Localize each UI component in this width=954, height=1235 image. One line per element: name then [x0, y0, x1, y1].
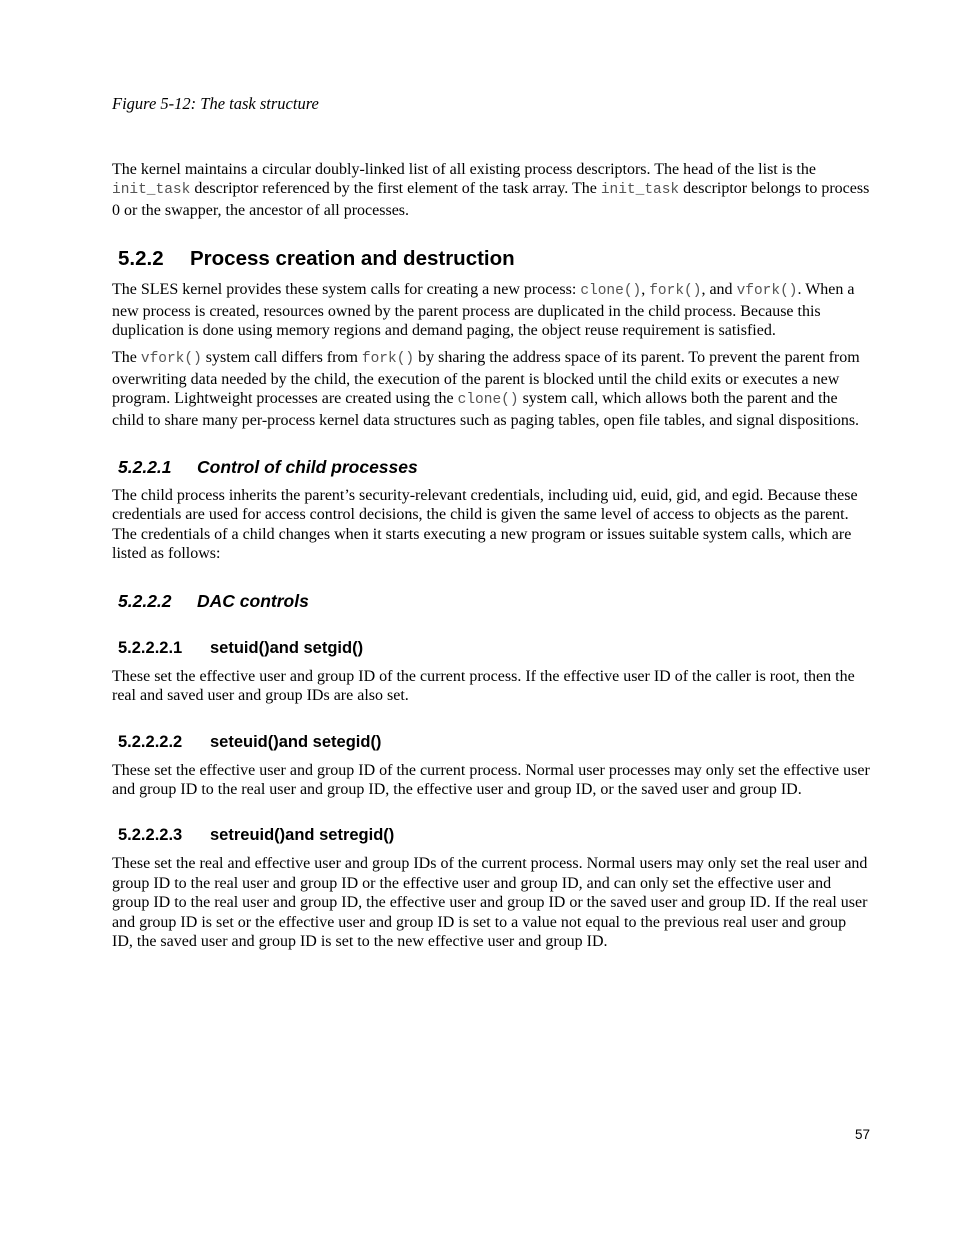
seteuid-paragraph: These set the effective user and group ID of the current process. Normal user processes may only set the effective user and group ID to the real user and group ID, the effective user and group ID, or the saved user and group ID.: [112, 761, 870, 798]
page-number: 57: [854, 1127, 870, 1142]
paragraph-text: The SLES kernel provides these system calls for creating a new process:: [112, 281, 581, 299]
intro-text: descriptor referenced by the first element of the task array. The: [190, 180, 601, 198]
heading-number: 5.2.2.2: [118, 590, 172, 611]
process-creation-paragraph-2: [112, 348, 870, 430]
heading-number: 5.2.2: [118, 247, 164, 271]
heading-5-2-2-2-2: [118, 732, 870, 753]
document-page: [112, 94, 870, 959]
heading-5-2-2-2-1: [118, 638, 870, 659]
process-creation-paragraph-1: [112, 280, 870, 340]
paragraph-text: The: [112, 349, 141, 367]
heading-number: 5.2.2.2.2: [118, 732, 183, 751]
code-vfork: vfork(): [140, 351, 202, 368]
heading-title: Control of child processes: [197, 457, 418, 478]
heading-number: 5.2.2.2.1: [118, 638, 183, 657]
code-init-task: init_task: [112, 182, 191, 199]
paragraph-text: ,: [641, 281, 650, 299]
heading-5-2-2-2: [118, 590, 870, 612]
heading-title: setreuid()and setregid(): [210, 826, 395, 845]
heading-5-2-2: [118, 246, 870, 272]
setreuid-paragraph: These set the real and effective user and group IDs of the current process. Normal users may only set the real user and group ID to the real user and group ID or the effective user and group ID, and can only set the effective user and group ID to the real user and group ID, the effective user and group ID or the saved user and group ID. If the real user and group ID is set or the effective user and group ID is set to a value not equal to the previous real user and group ID, the saved user and group ID is set to the new effective user and group ID.: [112, 855, 868, 950]
heading-5-2-2-1: [118, 456, 870, 478]
paragraph-text: by sharing the address space of its parent. To prevent the parent from overwriting data needed by the child, the execution of the parent is blocked until the child exits or executes a new program. Lightweight processes are created using the: [112, 349, 860, 408]
intro-paragraph: [112, 160, 870, 220]
intro-text: The kernel maintains a circular doubly-linked list of all existing process descriptors. The head of the list is the: [112, 161, 816, 178]
heading-title: seteuid()and setegid(): [210, 732, 382, 751]
code-vfork: vfork(): [736, 283, 798, 300]
paragraph-text: system call, which allows both the parent and the child to share many per-process kernel data structures such as paging tables, open file tables, and signal dispositions.: [112, 390, 860, 429]
code-clone: clone(): [457, 392, 519, 409]
child-processes-paragraph: The child process inherits the parent’s security-relevant credentials, including uid, euid, gid, and egid. Because these credentials are used for access control decisions, the child is given the same level of access to objects as the parent. The credentials of a child changes when it starts executing a new program or issues suitable system calls, which are listed as follows:: [112, 487, 858, 563]
heading-title: DAC controls: [197, 590, 309, 611]
heading-5-2-2-2-3: [118, 825, 870, 846]
code-init-task: init_task: [600, 182, 680, 199]
paragraph-text: , and: [701, 281, 737, 299]
intro-text: descriptor belongs to process 0 or the swapper, the ancestor of all processes.: [112, 180, 870, 219]
heading-number: 5.2.2.2.3: [118, 826, 183, 845]
heading-title: setuid()and setgid(): [210, 638, 364, 657]
heading-number: 5.2.2.1: [118, 457, 172, 478]
figure-caption: Figure 5-12: The task structure: [112, 94, 319, 113]
heading-title: Process creation and destruction: [190, 247, 515, 271]
paragraph-text: . When a new process is created, resources owned by the parent process are duplicated in the child process. Because this duplication is done using memory regions and demand paging, the object reuse requirement is satisfied.: [112, 281, 855, 340]
paragraph-text: system call differs from: [201, 349, 362, 367]
setuid-paragraph: These set the effective user and group ID of the current process. If the effective user ID of the caller is root, then the real and saved user and group IDs are also set.: [112, 667, 855, 705]
code-fork: fork(): [361, 351, 415, 368]
code-fork: fork(): [649, 283, 702, 300]
code-clone: clone(): [580, 283, 642, 300]
